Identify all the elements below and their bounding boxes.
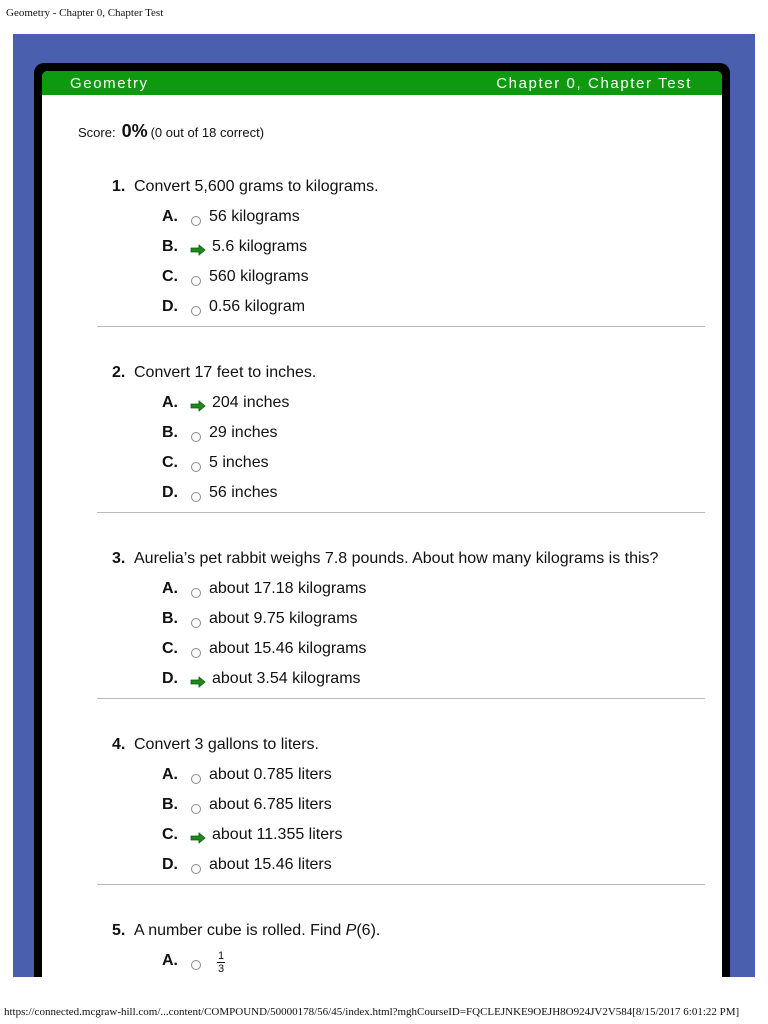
option-label: about 17.18 kilograms [209, 580, 367, 597]
green-arrow-icon [190, 676, 206, 688]
green-arrow-icon [190, 244, 206, 256]
option-letter: C. [162, 826, 178, 843]
divider [97, 884, 705, 885]
option-c[interactable] [162, 268, 682, 292]
option-letter: B. [162, 796, 178, 813]
question-text: 2. Convert 17 feet to inches. [112, 364, 317, 381]
option-label: 56 kilograms [209, 208, 300, 225]
page-background [13, 34, 755, 977]
option-letter: C. [162, 268, 178, 285]
option-letter: D. [162, 856, 178, 873]
option-label: 0.56 kilogram [209, 298, 306, 315]
radio-button-icon[interactable] [191, 618, 201, 628]
option-c[interactable] [162, 454, 682, 478]
test-title: Chapter 0, Chapter Test [496, 75, 692, 92]
option-letter: D. [162, 670, 178, 687]
test-panel [42, 71, 722, 977]
option-label: about 6.785 liters [209, 796, 332, 813]
title-bar [42, 71, 722, 95]
option-a[interactable] [162, 580, 682, 604]
radio-button-icon[interactable] [191, 306, 201, 316]
option-d[interactable] [162, 856, 682, 880]
question-number: 1. [112, 178, 126, 195]
option-label: about 15.46 kilograms [209, 640, 367, 657]
radio-button-icon[interactable] [191, 774, 201, 784]
fraction-denominator: 3 [218, 963, 225, 975]
option-b[interactable] [162, 796, 682, 820]
option-letter: A. [162, 580, 178, 597]
divider [97, 512, 705, 513]
option-label: 560 kilograms [209, 268, 309, 285]
option-d[interactable] [162, 298, 682, 322]
radio-button-icon[interactable] [191, 804, 201, 814]
score-detail: (0 out of 18 correct) [150, 125, 265, 140]
option-letter: D. [162, 298, 178, 315]
option-letter: D. [162, 484, 178, 501]
radio-button-icon[interactable] [191, 864, 201, 874]
option-a[interactable] [162, 394, 682, 418]
option-a[interactable] [162, 208, 682, 232]
score-label: Score: [78, 125, 116, 140]
option-letter: C. [162, 454, 178, 471]
radio-button-icon[interactable] [191, 276, 201, 286]
option-label: about 0.785 liters [209, 766, 332, 783]
option-label: about 11.355 liters [212, 826, 343, 843]
course-title: Geometry [70, 75, 149, 92]
option-letter: B. [162, 424, 178, 441]
question-number: 2. [112, 364, 126, 381]
radio-button-icon[interactable] [191, 648, 201, 658]
score-percent: 0% [121, 121, 148, 141]
question-number: 3. [112, 550, 126, 567]
option-label: about 9.75 kilograms [209, 610, 358, 627]
option-c[interactable] [162, 640, 682, 664]
test-frame [34, 63, 730, 977]
question-number: 5. [112, 922, 126, 939]
option-a[interactable] [162, 766, 682, 790]
radio-button-icon[interactable] [191, 960, 201, 970]
radio-button-icon[interactable] [191, 432, 201, 442]
option-d[interactable] [162, 484, 682, 508]
question-text: 5. A number cube is rolled. Find P(6). [112, 922, 381, 939]
option-label: about 3.54 kilograms [212, 670, 361, 687]
divider [97, 698, 705, 699]
option-letter: A. [162, 952, 178, 969]
option-label: about 15.46 liters [209, 856, 332, 873]
option-c[interactable] [162, 826, 682, 850]
option-label: 204 inches [212, 394, 290, 411]
option-label: 56 inches [209, 484, 278, 501]
option-b[interactable] [162, 238, 682, 262]
radio-button-icon[interactable] [191, 216, 201, 226]
radio-button-icon[interactable] [191, 492, 201, 502]
option-letter: A. [162, 766, 178, 783]
question-text: 3. Aurelia’s pet rabbit weighs 7.8 pounds. About how many kilograms is this? [112, 550, 659, 567]
option-d[interactable] [162, 670, 682, 694]
question-text: 1. Convert 5,600 grams to kilograms. [112, 178, 379, 195]
option-letter: B. [162, 238, 178, 255]
option-a[interactable] [162, 952, 682, 976]
fraction [217, 950, 225, 975]
option-letter: A. [162, 394, 178, 411]
green-arrow-icon [190, 400, 206, 412]
print-footer: https://connected.mcgraw-hill.com/...content/COMPOUND/50000178/56/45/index.html?mghCourseID=FQCLEJNKE9OEJH8O924JV2V584[8/15/2017 6:01:22 PM] [4, 1006, 740, 1018]
option-letter: A. [162, 208, 178, 225]
question-text: 4. Convert 3 gallons to liters. [112, 736, 319, 753]
score-line [78, 121, 264, 142]
option-b[interactable] [162, 610, 682, 634]
option-label: 29 inches [209, 424, 278, 441]
radio-button-icon[interactable] [191, 462, 201, 472]
divider [97, 326, 705, 327]
green-arrow-icon [190, 832, 206, 844]
option-letter: B. [162, 610, 178, 627]
radio-button-icon[interactable] [191, 588, 201, 598]
option-label: 5.6 kilograms [212, 238, 308, 255]
option-b[interactable] [162, 424, 682, 448]
fraction-numerator: 1 [218, 950, 225, 962]
option-letter: C. [162, 640, 178, 657]
print-header: Geometry - Chapter 0, Chapter Test [6, 7, 164, 19]
question-number: 4. [112, 736, 126, 753]
option-label: 5 inches [209, 454, 269, 471]
